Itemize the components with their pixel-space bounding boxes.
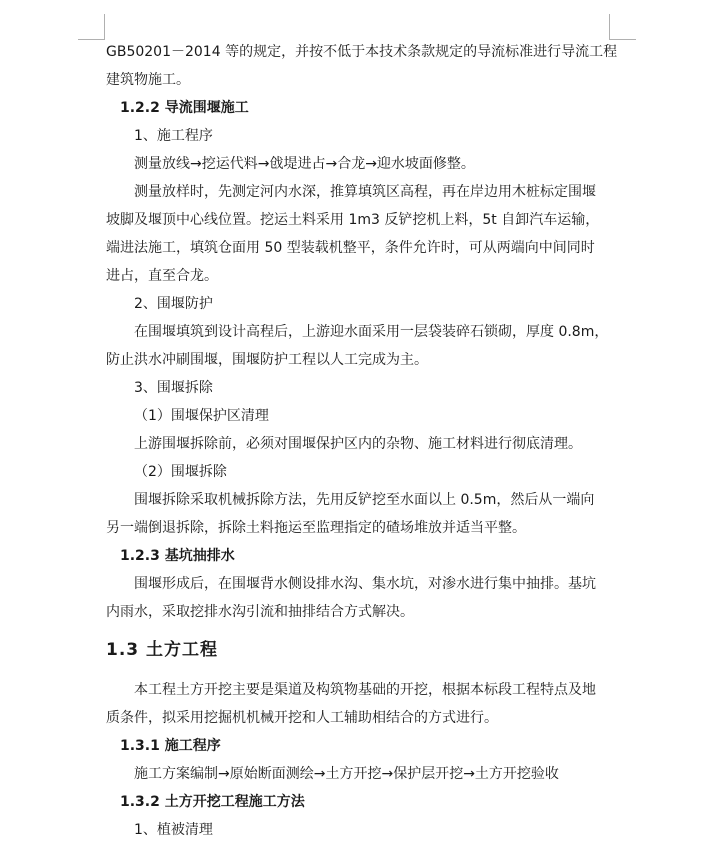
body-line: 围堰拆除采取机械拆除方法，先用反铲挖至水面以上 0.5m，然后从一端向 — [134, 492, 595, 508]
body-line: 另一端倒退拆除，拆除土料拖运至监理指定的碴场堆放并适当平整。 — [106, 520, 526, 536]
subheading: 3、围堰拆除 — [134, 380, 213, 396]
body-line: 施工方案编制→原始断面测绘→土方开挖→保护层开挖→土方开挖验收 — [134, 766, 559, 782]
body-line: 本工程土方开挖主要是渠道及构筑物基础的开挖，根据本标段工程特点及地 — [134, 682, 596, 698]
body-line: 测量放样时，先测定河内水深，推算填筑区高程，再在岸边用木桩标定围堰 — [134, 184, 596, 200]
body-line: 内雨水，采取挖排水沟引流和抽排结合方式解决。 — [106, 604, 414, 620]
body-line: 进占，直至合龙。 — [106, 268, 218, 284]
body-line: 测量放线→挖运代料→戗堤进占→合龙→迎水坡面修整。 — [134, 156, 475, 172]
section-heading-1-2-2: 1.2.2 导流围堰施工 — [120, 100, 249, 116]
body-line: 防止洪水冲刷围堰，围堰防护工程以人工完成为主。 — [106, 352, 428, 368]
body-line: GB50201－2014 等的规定，并按不低于本技术条款规定的导流标准进行导流工程 — [106, 44, 618, 60]
subheading: 1、施工程序 — [134, 128, 213, 144]
body-line: 上游围堰拆除前，必须对围堰保护区内的杂物、施工材料进行彻底清理。 — [134, 436, 582, 452]
body-line: 质条件，拟采用挖掘机机械开挖和人工辅助相结合的方式进行。 — [106, 710, 498, 726]
body-line: 端进法施工，填筑仓面用 50 型装载机整平，条件允许时，可从两端向中间同时 — [106, 240, 595, 256]
body-line: 建筑物施工。 — [106, 72, 190, 88]
corner-mark-top-right-vertical — [609, 14, 610, 40]
subheading: （2）围堰拆除 — [134, 464, 227, 480]
corner-mark-top-left-horizontal — [78, 39, 105, 40]
subheading: （1）围堰保护区清理 — [134, 408, 269, 424]
section-heading-1-3-1: 1.3.1 施工程序 — [120, 738, 221, 754]
section-heading-1-3-2: 1.3.2 土方开挖工程施工方法 — [120, 794, 305, 810]
section-heading-1-2-3: 1.2.3 基坑抽排水 — [120, 548, 235, 564]
body-line: 在围堰填筑到设计高程后，上游迎水面采用一层袋装碎石锁砌，厚度 0.8m， — [134, 324, 609, 340]
corner-mark-top-left-vertical — [104, 14, 105, 40]
section-heading-1-3: 1.3 土方工程 — [106, 640, 219, 660]
subheading: 2、围堰防护 — [134, 296, 213, 312]
subheading: 1、植被清理 — [134, 822, 213, 838]
body-line: 围堰形成后，在围堰背水侧设排水沟、集水坑，对渗水进行集中抽排。基坑 — [134, 576, 596, 592]
body-line: 坡脚及堰顶中心线位置。挖运土料采用 1m3 反铲挖机上料，5t 自卸汽车运输， — [106, 212, 600, 228]
